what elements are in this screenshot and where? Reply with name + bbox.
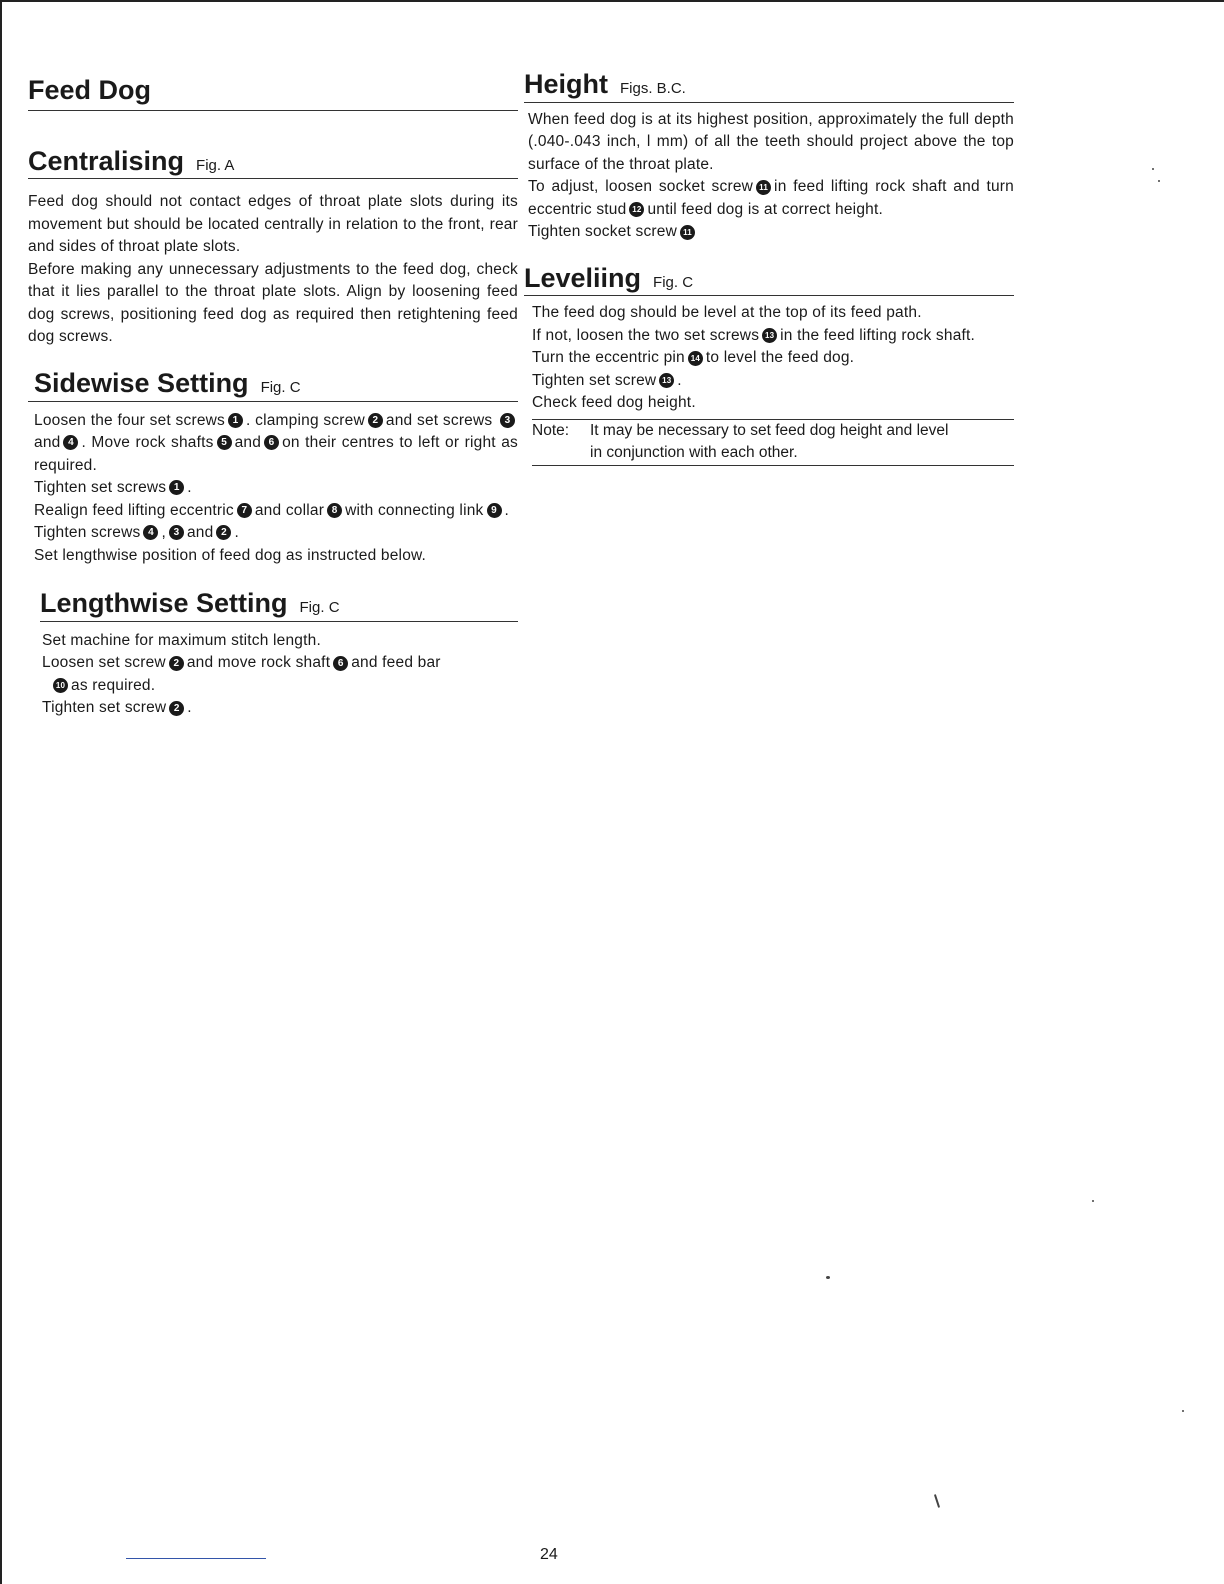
text: . clamping screw: [245, 411, 365, 429]
feed-dog-section: [28, 76, 518, 111]
sidewise-step-set-lengthwise: Set lengthwise position of feed dog as instructed below.: [34, 546, 427, 564]
note-box: [532, 419, 1014, 466]
lengthwise-title: Lengthwise Setting: [40, 588, 288, 619]
marker-3: 3: [500, 413, 515, 428]
marker-11: 11: [680, 225, 695, 240]
text: Loosen set screw: [42, 654, 166, 672]
lengthwise-section: [28, 589, 518, 720]
leveling-step-check: Check feed dog height.: [532, 394, 696, 412]
text: To adjust, loosen socket screw: [528, 178, 754, 196]
lengthwise-step-loosen: [42, 652, 518, 675]
marker-10: 10: [53, 678, 68, 693]
marker-2: 2: [169, 701, 184, 716]
text: Tighten set screw: [532, 371, 657, 389]
marker-2: 2: [169, 656, 184, 671]
text: .: [187, 479, 192, 497]
text: .: [677, 371, 682, 389]
sidewise-section: [28, 369, 518, 567]
height-section: [524, 70, 1014, 244]
leveling-section: [524, 264, 1014, 466]
height-step-adjust: [528, 176, 1014, 221]
leveling-step-turn: [532, 347, 1014, 370]
sidewise-step-loosen: [34, 410, 518, 478]
marker-1: 1: [228, 413, 243, 428]
note-line-1: [532, 420, 1014, 443]
centralising-heading: [28, 147, 518, 177]
page-border-top: [0, 0, 1224, 2]
sidewise-fig-ref: Fig. C: [260, 378, 301, 396]
height-title: Height: [524, 69, 608, 99]
note-text-1: It may be necessary to set feed dog height and level: [590, 421, 949, 439]
lengthwise-heading: [40, 589, 518, 619]
scan-speck: [1152, 168, 1154, 170]
height-heading: [524, 70, 1014, 100]
text: Realign feed lifting eccentric: [34, 501, 234, 519]
text: in the feed lifting rock shaft.: [780, 326, 976, 344]
leveling-body: [524, 302, 1014, 466]
text: .: [504, 501, 510, 519]
text: until feed dog is at correct height.: [647, 200, 883, 218]
text: Turn the eccentric pin: [532, 349, 685, 367]
lengthwise-rule: [40, 621, 518, 622]
note-text-2: in conjunction with each other.: [590, 444, 798, 462]
marker-6: 6: [333, 656, 348, 671]
text: and collar: [254, 501, 325, 519]
height-rule: [524, 102, 1014, 103]
marker-5: 5: [217, 435, 232, 450]
sidewise-step-realign: [34, 500, 518, 523]
footer-line: [126, 1558, 266, 1559]
text: in feed lifting rock shaft and turn eccentric stud: [528, 178, 1014, 218]
left-column: [28, 76, 518, 720]
height-fig-ref: Figs. B.C.: [620, 80, 686, 97]
sidewise-heading: [34, 369, 518, 399]
marker-14: 14: [688, 351, 703, 366]
centralising-paragraph-2: Before making any unnecessary adjustments to the feed dog, check that it lies parallel to the throat plate slots. Align by loosening feed dog screws, positioning feed dog as required then retightening feed dog screws.: [28, 260, 518, 346]
leveling-step-tighten: [532, 370, 1014, 393]
text: and: [186, 524, 214, 542]
lengthwise-step-tighten: [42, 697, 518, 720]
leveling-heading: [524, 264, 1014, 294]
marker-3: 3: [169, 525, 184, 540]
height-body: [524, 109, 1014, 244]
marker-9: 9: [487, 503, 502, 518]
marker-2: 2: [368, 413, 383, 428]
title-rule: [28, 110, 518, 111]
text: with connecting link: [345, 501, 484, 519]
leveling-fig-ref: Fig. C: [653, 273, 694, 291]
lengthwise-step-as-required: [42, 675, 518, 698]
text: Tighten socket screw: [528, 223, 678, 241]
centralising-paragraph-1: Feed dog should not contact edges of throat plate slots during its movement but should be located centrally in relation to the front, rear and sides of throat plate slots.: [28, 193, 518, 256]
marker-11: 11: [756, 180, 771, 195]
text: Tighten set screw: [42, 699, 167, 717]
text: to level the feed dog.: [705, 349, 855, 367]
sidewise-body: [28, 410, 518, 568]
text: .: [187, 699, 192, 717]
text: Tighten screws: [34, 524, 141, 542]
scan-speck: [934, 1494, 940, 1508]
height-paragraph: When feed dog is at its highest position, approximately the full depth (.040-.043 inch, l mm) of all the teeth should project above the top surface of the throat plate.: [528, 110, 1014, 173]
text: If not, loosen the two set screws: [532, 326, 760, 344]
marker-1: 1: [169, 480, 184, 495]
leveling-step-loosen: [532, 325, 1014, 348]
text: Loosen the four set screws: [34, 411, 225, 429]
marker-8: 8: [327, 503, 342, 518]
scan-speck: [1182, 1410, 1184, 1412]
feed-dog-title: Feed Dog: [28, 75, 152, 105]
sidewise-rule: [28, 401, 518, 402]
text: Tighten set screws: [34, 479, 167, 497]
leveling-title: Leveliing: [524, 262, 642, 293]
marker-6: 6: [264, 435, 279, 450]
right-column: [524, 70, 1014, 466]
text: and: [234, 434, 262, 452]
sidewise-step-tighten: [34, 477, 518, 500]
page-number: 24: [540, 1546, 558, 1563]
marker-4: 4: [143, 525, 158, 540]
text: and set screws: [385, 411, 493, 429]
text: and move rock shaft: [186, 654, 331, 672]
leveling-rule: [524, 295, 1014, 296]
marker-4: 4: [63, 435, 78, 450]
text: and: [34, 434, 61, 452]
marker-7: 7: [237, 503, 252, 518]
lengthwise-fig-ref: Fig. C: [299, 599, 340, 617]
scan-speck: [826, 1276, 830, 1279]
note-label: Note:: [532, 421, 570, 439]
sidewise-step-tighten-screws: [34, 522, 518, 545]
centralising-section: [28, 147, 518, 349]
text: as required.: [71, 676, 156, 694]
marker-13: 13: [762, 328, 777, 343]
marker-13: 13: [659, 373, 674, 388]
lengthwise-step-max-stitch: Set machine for maximum stitch length.: [42, 631, 321, 649]
leveling-paragraph: The feed dog should be level at the top of its feed path.: [532, 304, 922, 322]
height-step-tighten: [528, 221, 1014, 244]
scan-speck: [1158, 180, 1160, 182]
lengthwise-body: [28, 630, 518, 720]
centralising-title: Centralising: [28, 145, 185, 176]
text: . Move rock shafts: [81, 434, 214, 452]
page-border-left: [0, 0, 2, 1584]
text: on their centres to left or right as required.: [34, 434, 518, 474]
centralising-rule: [28, 178, 518, 179]
marker-2: 2: [216, 525, 231, 540]
text: and feed bar: [351, 654, 441, 672]
centralising-fig-ref: Fig. A: [196, 156, 235, 174]
marker-12: 12: [629, 202, 644, 217]
sidewise-title: Sidewise Setting: [34, 367, 249, 398]
text: .: [234, 524, 239, 542]
scan-speck: [1092, 1200, 1094, 1202]
text: ,: [161, 524, 166, 542]
